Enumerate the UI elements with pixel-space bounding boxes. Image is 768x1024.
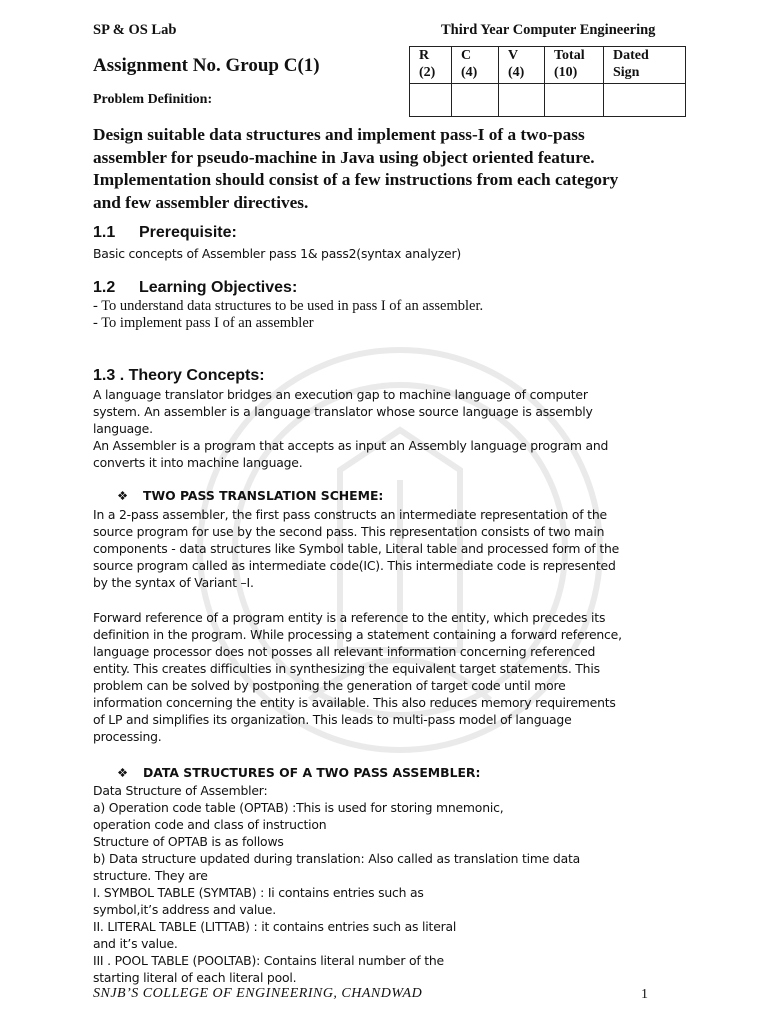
bullet-data-structures <box>117 765 480 780</box>
paragraph-line: A language translator bridges an execution gap to machine language of computer <box>93 387 588 402</box>
paragraph-line: by the syntax of Variant –I. <box>93 575 254 590</box>
section-heading-learning-objectives <box>93 279 297 297</box>
paragraph-line: structure. They are <box>93 868 208 883</box>
list-item: - To implement pass I of an assembler <box>93 315 314 331</box>
assignment-title: Assignment No. Group C(1) <box>93 55 320 76</box>
prerequisite-text: Basic concepts of Assembler pass 1& pass2(syntax analyzer) <box>93 246 461 261</box>
grade-cell-c <box>452 84 499 117</box>
two-pass-paragraph-1 <box>93 506 619 591</box>
grade-col-r: R (2) <box>410 47 452 84</box>
grade-cell-r <box>410 84 452 117</box>
learning-objectives-list <box>93 298 483 332</box>
list-item: - To understand data structures to be used in pass I of an assembler. <box>93 298 484 314</box>
header-lab-name: SP & OS Lab <box>93 22 177 38</box>
paragraph-line: An Assembler is a program that accepts as input an Assembly language program and <box>93 438 609 453</box>
section-title: Learning Objectives: <box>139 279 298 296</box>
paragraph-line: language. <box>93 421 153 436</box>
problem-line: and few assembler directives. <box>93 192 309 212</box>
paragraph-line: problem can be solved by postponing the generation of target code until more <box>93 678 566 693</box>
grade-col-c: C (4) <box>452 47 499 84</box>
diamond-bullet-icon: ❖ <box>117 765 129 780</box>
problem-line: Design suitable data structures and implement pass-I of a two-pass <box>93 125 585 144</box>
paragraph-line: b) Data structure updated during translation: Also called as translation time data <box>93 851 581 866</box>
paragraph-line: language processor does not posses all relevant information concerning referenced <box>93 644 596 659</box>
paragraph-line: source program called as intermediate code(IC). This intermediate code is represented <box>93 558 616 573</box>
paragraph-line: In a 2-pass assembler, the first pass constructs an intermediate representation of the <box>93 507 607 522</box>
paragraph-line: converts it into machine language. <box>93 455 303 470</box>
grade-cell-v <box>499 84 545 117</box>
data-structures-paragraph <box>93 782 580 986</box>
header-course: Third Year Computer Engineering <box>441 22 656 38</box>
paragraph-line: components - data structures like Symbol table, Literal table and processed form of the <box>93 541 620 556</box>
bullet-title: DATA STRUCTURES OF A TWO PASS ASSEMBLER: <box>143 765 481 780</box>
paragraph-line: II. LITERAL TABLE (LITTAB) : it contains entries such as literal <box>93 919 457 934</box>
two-pass-paragraph-2 <box>93 609 622 745</box>
grade-col-v: V (4) <box>499 47 545 84</box>
bullet-title: TWO PASS TRANSLATION SCHEME: <box>143 488 384 503</box>
paragraph-line: I. SYMBOL TABLE (SYMTAB) : Ii contains entries such as <box>93 885 424 900</box>
section-title: Prerequisite: <box>139 224 237 241</box>
footer-college-name: SNJB’S COLLEGE OF ENGINEERING, CHANDWAD <box>93 986 423 1001</box>
paragraph-line: Forward reference of a program entity is a reference to the entity, which precedes its <box>93 610 606 625</box>
section-number: 1.1 <box>93 224 116 241</box>
problem-line: assembler for pseudo-machine in Java using object oriented feature. <box>93 147 595 167</box>
grade-table <box>409 46 686 117</box>
paragraph-line: information concerning the entity is available. This also reduces memory requirements <box>93 695 616 710</box>
bullet-two-pass-scheme <box>117 488 383 503</box>
paragraph-line: and it’s value. <box>93 936 178 951</box>
grade-table-header-row <box>410 47 686 84</box>
grade-cell-total <box>545 84 604 117</box>
grade-col-dated-sign: Dated Sign <box>604 47 686 84</box>
problem-statement <box>93 124 693 214</box>
grade-col-total: Total (10) <box>545 47 604 84</box>
paragraph-line: Data Structure of Assembler: <box>93 783 268 798</box>
grade-cell-sign <box>604 84 686 117</box>
diamond-bullet-icon: ❖ <box>117 488 129 503</box>
problem-definition-label: Problem Definition: <box>93 92 213 107</box>
paragraph-line: starting literal of each literal pool. <box>93 970 297 985</box>
paragraph-line: III . POOL TABLE (POOLTAB): Contains literal number of the <box>93 953 444 968</box>
paragraph-line: source program for use by the second pass. This representation consists of two main <box>93 524 605 539</box>
paragraph-line: definition in the program. While processing a statement containing a forward reference, <box>93 627 622 642</box>
paragraph-line: of LP and simplifies its organization. This leads to multi-pass model of language <box>93 712 572 727</box>
grade-table-entry-row <box>410 84 686 117</box>
problem-line: Implementation should consist of a few instructions from each category <box>93 170 619 189</box>
theory-paragraph <box>93 386 608 471</box>
paragraph-line: system. An assembler is a language translator whose source language is assembly <box>93 404 593 419</box>
section-heading-prerequisite <box>93 224 237 242</box>
section-number: 1.2 <box>93 279 116 296</box>
paragraph-line: processing. <box>93 729 162 744</box>
section-heading-theory-concepts: 1.3 . Theory Concepts: <box>93 367 265 384</box>
paragraph-line: operation code and class of instruction <box>93 817 327 832</box>
paragraph-line: symbol,it’s address and value. <box>93 902 276 917</box>
paragraph-line: Structure of OPTAB is as follows <box>93 834 284 849</box>
paragraph-line: a) Operation code table (OPTAB) :This is used for storing mnemonic, <box>93 800 504 815</box>
page-number: 1 <box>641 987 648 1002</box>
paragraph-line: entity. This creates difficulties in synthesizing the equivalent target statements. This <box>93 661 600 676</box>
